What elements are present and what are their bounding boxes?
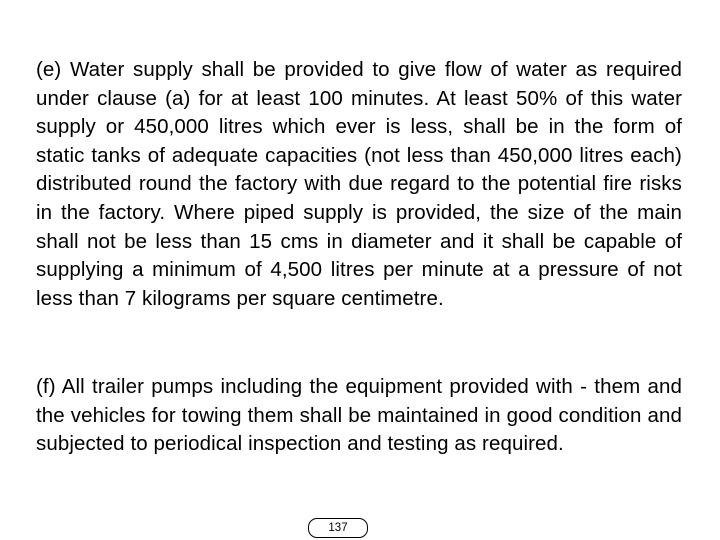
paragraph-e: (e) Water supply shall be provided to give flow of water as required under clause (a) for at least 100 minutes. At least 50% of this water supply or 450,000 litres which ever is less, shall be in the form of static tanks of adequate capacities (not less than 450,000 litres each) distributed round the factory with due regard to the potential fire risks in the factory. Where piped supply is provided, the size of the main shall not be less than 15 cms in diameter and it shall be capable of supplying a minimum of 4,500 litres per minute at a pressure of not less than 7 kilograms per square centimetre. <box>36 58 682 310</box>
page-number: 137 <box>308 518 368 538</box>
paragraph-f: (f) All trailer pumps including the equipment provided with - them and the vehicles for towing them shall be maintained in good condition and subjected to periodical inspection and testing as required. <box>36 375 682 456</box>
